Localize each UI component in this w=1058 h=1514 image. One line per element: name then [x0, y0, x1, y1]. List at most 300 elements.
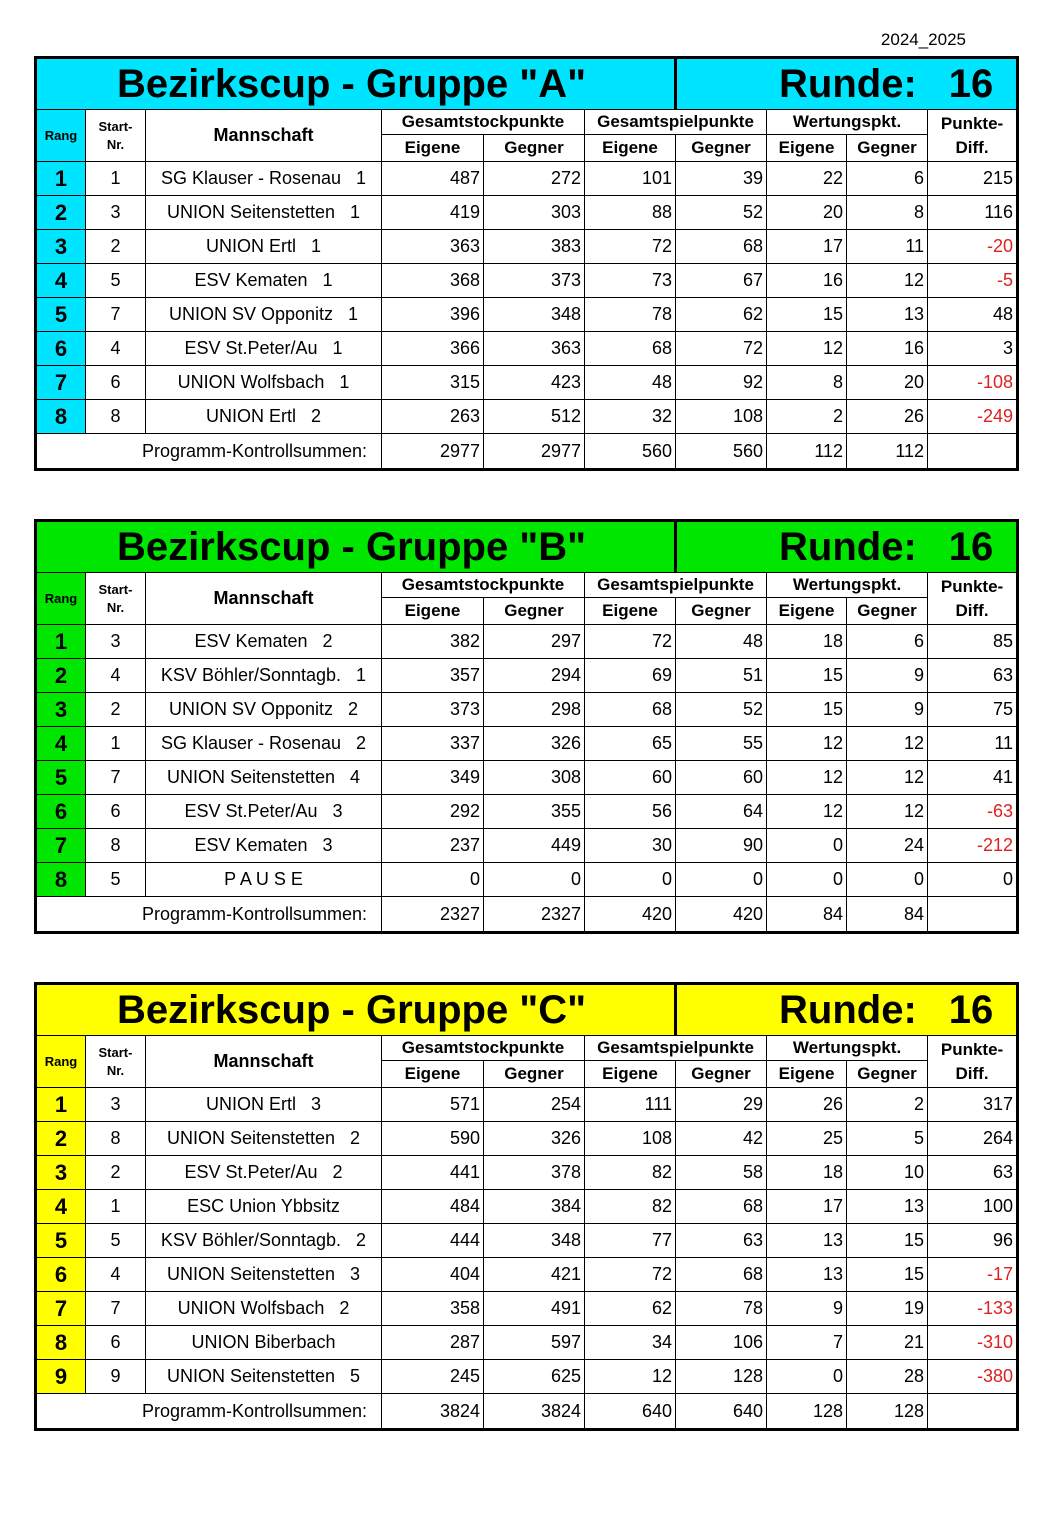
wert-e-cell: 0 [767, 829, 847, 863]
start-nr-cell: 6 [86, 1326, 146, 1360]
stock-gegner-header: Gegner [484, 135, 585, 162]
spiel-e-cell: 77 [585, 1224, 676, 1258]
diff-cell: 264 [928, 1122, 1018, 1156]
stock-e-cell: 590 [382, 1122, 484, 1156]
diff-header: Punkte- Diff. [928, 110, 1018, 162]
diff-cell: -20 [928, 230, 1018, 264]
diff-cell: 75 [928, 693, 1018, 727]
start-nr-cell: 2 [86, 230, 146, 264]
spiel-eigene-header: Eigene [585, 598, 676, 625]
wert-g-cell: 26 [847, 400, 928, 434]
total-diff-empty [928, 1394, 1018, 1430]
wert-g-cell: 6 [847, 162, 928, 196]
stock-g-cell: 384 [484, 1190, 585, 1224]
total-wert-e: 128 [767, 1394, 847, 1430]
spiel-header: Gesamtspielpunkte [585, 1036, 767, 1061]
wert-g-cell: 12 [847, 761, 928, 795]
team-cell: UNION Ertl 3 [146, 1088, 382, 1122]
team-cell: UNION Ertl 1 [146, 230, 382, 264]
stock-g-cell: 298 [484, 693, 585, 727]
total-spiel-g: 420 [676, 897, 767, 933]
team-cell: ESV St.Peter/Au 2 [146, 1156, 382, 1190]
stock-g-cell: 625 [484, 1360, 585, 1394]
spiel-e-cell: 82 [585, 1156, 676, 1190]
rank-cell: 9 [36, 1360, 86, 1394]
start-nr-cell: 2 [86, 1156, 146, 1190]
rank-cell: 8 [36, 863, 86, 897]
diff-cell: 3 [928, 332, 1018, 366]
spiel-g-cell: 128 [676, 1360, 767, 1394]
round-number: 16 [948, 987, 994, 1032]
total-wert-g: 84 [847, 897, 928, 933]
rank-cell: 4 [36, 264, 86, 298]
stock-e-cell: 363 [382, 230, 484, 264]
table-row [36, 795, 1018, 829]
spiel-header: Gesamtspielpunkte [585, 573, 767, 598]
rank-cell: 3 [36, 1156, 86, 1190]
spiel-g-cell: 92 [676, 366, 767, 400]
wert-eigene-header: Eigene [767, 598, 847, 625]
diff-cell: -133 [928, 1292, 1018, 1326]
round-number: 16 [948, 524, 994, 569]
round-indicator [676, 521, 1018, 573]
team-cell: UNION Ertl 2 [146, 400, 382, 434]
total-spiel-e: 560 [585, 434, 676, 470]
spiel-g-cell: 62 [676, 298, 767, 332]
rank-cell: 4 [36, 727, 86, 761]
stock-gegner-header: Gegner [484, 598, 585, 625]
start-nr-cell: 8 [86, 400, 146, 434]
spiel-gegner-header: Gegner [676, 1061, 767, 1088]
spiel-g-cell: 52 [676, 693, 767, 727]
table-row [36, 1326, 1018, 1360]
wert-e-cell: 17 [767, 1190, 847, 1224]
rank-cell: 7 [36, 1292, 86, 1326]
spiel-g-cell: 42 [676, 1122, 767, 1156]
stock-e-cell: 245 [382, 1360, 484, 1394]
total-wert-e: 84 [767, 897, 847, 933]
total-stock-g: 2327 [484, 897, 585, 933]
diff-cell: 215 [928, 162, 1018, 196]
diff-cell: 116 [928, 196, 1018, 230]
totals-row [36, 897, 1018, 933]
diff-cell: 63 [928, 1156, 1018, 1190]
spiel-e-cell: 68 [585, 693, 676, 727]
wert-e-cell: 13 [767, 1258, 847, 1292]
total-spiel-g: 560 [676, 434, 767, 470]
wert-e-cell: 15 [767, 693, 847, 727]
table-row [36, 366, 1018, 400]
wert-g-cell: 13 [847, 298, 928, 332]
table-row [36, 659, 1018, 693]
group-title: Bezirkscup - Gruppe "A" [36, 58, 676, 110]
stock-e-cell: 337 [382, 727, 484, 761]
rank-cell: 3 [36, 693, 86, 727]
start-nr-cell: 6 [86, 795, 146, 829]
season-label: 2024_2025 [880, 30, 966, 49]
rank-cell: 1 [36, 625, 86, 659]
wert-e-cell: 13 [767, 1224, 847, 1258]
table-row [36, 727, 1018, 761]
stock-g-cell: 491 [484, 1292, 585, 1326]
table-row [36, 400, 1018, 434]
diff-cell: 48 [928, 298, 1018, 332]
wert-g-cell: 6 [847, 625, 928, 659]
spiel-g-cell: 67 [676, 264, 767, 298]
wert-e-cell: 20 [767, 196, 847, 230]
rank-cell: 3 [36, 230, 86, 264]
start-nr-cell: 3 [86, 196, 146, 230]
stock-g-cell: 363 [484, 332, 585, 366]
start-nr-cell: 5 [86, 264, 146, 298]
rank-cell: 2 [36, 659, 86, 693]
spiel-e-cell: 56 [585, 795, 676, 829]
spiel-e-cell: 48 [585, 366, 676, 400]
start-nr-cell: 4 [86, 1258, 146, 1292]
team-cell: UNION SV Opponitz 1 [146, 298, 382, 332]
wert-g-cell: 28 [847, 1360, 928, 1394]
team-cell: UNION SV Opponitz 2 [146, 693, 382, 727]
stock-e-cell: 358 [382, 1292, 484, 1326]
wert-g-cell: 19 [847, 1292, 928, 1326]
table-row [36, 298, 1018, 332]
stock-e-cell: 315 [382, 366, 484, 400]
group-title: Bezirkscup - Gruppe "B" [36, 521, 676, 573]
stock-e-cell: 368 [382, 264, 484, 298]
stock-e-cell: 357 [382, 659, 484, 693]
team-cell: ESV Kematen 2 [146, 625, 382, 659]
table-row [36, 693, 1018, 727]
wert-e-cell: 7 [767, 1326, 847, 1360]
wert-g-cell: 0 [847, 863, 928, 897]
start-nr-header: Start- Nr. [86, 573, 146, 625]
team-cell: KSV Böhler/Sonntagb. 2 [146, 1224, 382, 1258]
spiel-g-cell: 51 [676, 659, 767, 693]
stock-e-cell: 444 [382, 1224, 484, 1258]
spiel-g-cell: 68 [676, 1258, 767, 1292]
wert-gegner-header: Gegner [847, 598, 928, 625]
total-wert-g: 112 [847, 434, 928, 470]
round-number: 16 [948, 61, 994, 106]
wertung-header: Wertungspkt. [767, 573, 928, 598]
total-stock-e: 2977 [382, 434, 484, 470]
wert-g-cell: 20 [847, 366, 928, 400]
start-nr-cell: 6 [86, 366, 146, 400]
rang-header: Rang [36, 1036, 86, 1088]
spiel-e-cell: 72 [585, 625, 676, 659]
wert-gegner-header: Gegner [847, 135, 928, 162]
spiel-e-cell: 0 [585, 863, 676, 897]
rank-cell: 6 [36, 795, 86, 829]
stock-header: Gesamtstockpunkte [382, 573, 585, 598]
spiel-e-cell: 32 [585, 400, 676, 434]
diff-cell: 41 [928, 761, 1018, 795]
team-cell: SG Klauser - Rosenau 2 [146, 727, 382, 761]
table-row [36, 625, 1018, 659]
table-row [36, 162, 1018, 196]
wert-g-cell: 11 [847, 230, 928, 264]
total-wert-g: 128 [847, 1394, 928, 1430]
stock-e-cell: 366 [382, 332, 484, 366]
stock-e-cell: 487 [382, 162, 484, 196]
stock-g-cell: 294 [484, 659, 585, 693]
table-row [36, 264, 1018, 298]
spiel-e-cell: 101 [585, 162, 676, 196]
wert-g-cell: 15 [847, 1258, 928, 1292]
stock-header: Gesamtstockpunkte [382, 110, 585, 135]
diff-header: Punkte- Diff. [928, 1036, 1018, 1088]
group-title-row [36, 521, 1018, 573]
spiel-g-cell: 106 [676, 1326, 767, 1360]
totals-label: Programm-Kontrollsummen: [36, 1394, 382, 1430]
wert-e-cell: 0 [767, 1360, 847, 1394]
wert-g-cell: 9 [847, 659, 928, 693]
wert-g-cell: 2 [847, 1088, 928, 1122]
start-nr-cell: 1 [86, 727, 146, 761]
table-row [36, 1224, 1018, 1258]
diff-cell: -249 [928, 400, 1018, 434]
stock-e-cell: 287 [382, 1326, 484, 1360]
spiel-g-cell: 29 [676, 1088, 767, 1122]
rank-cell: 8 [36, 400, 86, 434]
start-nr-header: Start- Nr. [86, 1036, 146, 1088]
start-nr-cell: 3 [86, 625, 146, 659]
rang-header: Rang [36, 110, 86, 162]
team-cell: UNION Wolfsbach 1 [146, 366, 382, 400]
group-title-row [36, 984, 1018, 1036]
spiel-gegner-header: Gegner [676, 135, 767, 162]
diff-cell: 11 [928, 727, 1018, 761]
stock-g-cell: 272 [484, 162, 585, 196]
wert-g-cell: 12 [847, 264, 928, 298]
diff-cell: 96 [928, 1224, 1018, 1258]
group-table-2 [34, 982, 1019, 1431]
round-label: Runde: [779, 61, 917, 106]
spiel-e-cell: 82 [585, 1190, 676, 1224]
wert-e-cell: 18 [767, 625, 847, 659]
wert-g-cell: 13 [847, 1190, 928, 1224]
stock-e-cell: 0 [382, 863, 484, 897]
spiel-eigene-header: Eigene [585, 135, 676, 162]
diff-cell: 100 [928, 1190, 1018, 1224]
stock-g-cell: 373 [484, 264, 585, 298]
stock-e-cell: 382 [382, 625, 484, 659]
stock-e-cell: 237 [382, 829, 484, 863]
spiel-header: Gesamtspielpunkte [585, 110, 767, 135]
totals-label: Programm-Kontrollsummen: [36, 897, 382, 933]
total-spiel-g: 640 [676, 1394, 767, 1430]
round-indicator [676, 58, 1018, 110]
wert-e-cell: 12 [767, 727, 847, 761]
round-label: Runde: [779, 987, 917, 1032]
team-cell: P A U S E [146, 863, 382, 897]
wert-e-cell: 0 [767, 863, 847, 897]
spiel-g-cell: 64 [676, 795, 767, 829]
stock-g-cell: 449 [484, 829, 585, 863]
table-row [36, 332, 1018, 366]
wert-e-cell: 12 [767, 795, 847, 829]
wert-e-cell: 18 [767, 1156, 847, 1190]
spiel-e-cell: 60 [585, 761, 676, 795]
stock-e-cell: 263 [382, 400, 484, 434]
team-cell: UNION Seitenstetten 3 [146, 1258, 382, 1292]
team-cell: ESV Kematen 3 [146, 829, 382, 863]
wert-g-cell: 16 [847, 332, 928, 366]
rank-cell: 4 [36, 1190, 86, 1224]
spiel-g-cell: 108 [676, 400, 767, 434]
team-cell: ESC Union Ybbsitz [146, 1190, 382, 1224]
spiel-e-cell: 12 [585, 1360, 676, 1394]
total-stock-e: 2327 [382, 897, 484, 933]
stock-g-cell: 308 [484, 761, 585, 795]
group-table-1 [34, 519, 1019, 934]
table-row [36, 196, 1018, 230]
table-row [36, 1292, 1018, 1326]
stock-g-cell: 297 [484, 625, 585, 659]
table-row [36, 230, 1018, 264]
start-nr-cell: 7 [86, 1292, 146, 1326]
table-row [36, 1122, 1018, 1156]
group-table-0 [34, 56, 1019, 471]
diff-cell: 63 [928, 659, 1018, 693]
stock-eigene-header: Eigene [382, 598, 484, 625]
wert-g-cell: 5 [847, 1122, 928, 1156]
stock-g-cell: 378 [484, 1156, 585, 1190]
wert-gegner-header: Gegner [847, 1061, 928, 1088]
wert-eigene-header: Eigene [767, 1061, 847, 1088]
diff-cell: -380 [928, 1360, 1018, 1394]
table-row [36, 1360, 1018, 1394]
start-nr-cell: 5 [86, 1224, 146, 1258]
rank-cell: 2 [36, 196, 86, 230]
wertung-header: Wertungspkt. [767, 1036, 928, 1061]
wert-e-cell: 17 [767, 230, 847, 264]
spiel-e-cell: 68 [585, 332, 676, 366]
spiel-g-cell: 55 [676, 727, 767, 761]
start-nr-cell: 1 [86, 162, 146, 196]
spiel-g-cell: 60 [676, 761, 767, 795]
table-row [36, 863, 1018, 897]
start-nr-cell: 8 [86, 1122, 146, 1156]
wert-eigene-header: Eigene [767, 135, 847, 162]
rank-cell: 5 [36, 298, 86, 332]
start-nr-cell: 2 [86, 693, 146, 727]
spiel-g-cell: 63 [676, 1224, 767, 1258]
mannschaft-header: Mannschaft [146, 1036, 382, 1088]
stock-e-cell: 419 [382, 196, 484, 230]
mannschaft-header: Mannschaft [146, 573, 382, 625]
stock-e-cell: 349 [382, 761, 484, 795]
wert-g-cell: 9 [847, 693, 928, 727]
rank-cell: 6 [36, 1258, 86, 1292]
wert-g-cell: 8 [847, 196, 928, 230]
table-row [36, 1190, 1018, 1224]
stock-g-cell: 512 [484, 400, 585, 434]
diff-cell: -63 [928, 795, 1018, 829]
spiel-e-cell: 72 [585, 1258, 676, 1292]
spiel-g-cell: 48 [676, 625, 767, 659]
total-spiel-e: 420 [585, 897, 676, 933]
diff-header: Punkte- Diff. [928, 573, 1018, 625]
diff-cell: -5 [928, 264, 1018, 298]
header-row-1 [36, 1036, 1018, 1061]
wertung-header: Wertungspkt. [767, 110, 928, 135]
stock-eigene-header: Eigene [382, 1061, 484, 1088]
wert-e-cell: 9 [767, 1292, 847, 1326]
spiel-e-cell: 72 [585, 230, 676, 264]
team-cell: KSV Böhler/Sonntagb. 1 [146, 659, 382, 693]
spiel-e-cell: 111 [585, 1088, 676, 1122]
rank-cell: 1 [36, 1088, 86, 1122]
wert-e-cell: 2 [767, 400, 847, 434]
total-diff-empty [928, 897, 1018, 933]
stock-e-cell: 292 [382, 795, 484, 829]
wert-e-cell: 12 [767, 332, 847, 366]
stock-e-cell: 484 [382, 1190, 484, 1224]
wert-e-cell: 15 [767, 298, 847, 332]
stock-g-cell: 303 [484, 196, 585, 230]
wert-e-cell: 16 [767, 264, 847, 298]
total-diff-empty [928, 434, 1018, 470]
team-cell: SG Klauser - Rosenau 1 [146, 162, 382, 196]
wert-e-cell: 25 [767, 1122, 847, 1156]
rank-cell: 7 [36, 829, 86, 863]
spiel-e-cell: 108 [585, 1122, 676, 1156]
rank-cell: 5 [36, 761, 86, 795]
spiel-g-cell: 90 [676, 829, 767, 863]
rank-cell: 6 [36, 332, 86, 366]
start-nr-cell: 3 [86, 1088, 146, 1122]
diff-cell: -212 [928, 829, 1018, 863]
table-row [36, 829, 1018, 863]
spiel-g-cell: 68 [676, 1190, 767, 1224]
wert-e-cell: 22 [767, 162, 847, 196]
spiel-e-cell: 30 [585, 829, 676, 863]
team-cell: UNION Seitenstetten 2 [146, 1122, 382, 1156]
wert-g-cell: 24 [847, 829, 928, 863]
totals-row [36, 1394, 1018, 1430]
rank-cell: 1 [36, 162, 86, 196]
stock-e-cell: 396 [382, 298, 484, 332]
total-stock-g: 2977 [484, 434, 585, 470]
header-row-1 [36, 573, 1018, 598]
diff-cell: 85 [928, 625, 1018, 659]
header-row-1 [36, 110, 1018, 135]
start-nr-cell: 4 [86, 659, 146, 693]
wert-g-cell: 12 [847, 727, 928, 761]
spiel-eigene-header: Eigene [585, 1061, 676, 1088]
spiel-e-cell: 62 [585, 1292, 676, 1326]
table-row [36, 1088, 1018, 1122]
stock-e-cell: 441 [382, 1156, 484, 1190]
wert-g-cell: 12 [847, 795, 928, 829]
spiel-g-cell: 52 [676, 196, 767, 230]
start-nr-cell: 7 [86, 761, 146, 795]
rang-header: Rang [36, 573, 86, 625]
rank-cell: 5 [36, 1224, 86, 1258]
mannschaft-header: Mannschaft [146, 110, 382, 162]
stock-header: Gesamtstockpunkte [382, 1036, 585, 1061]
spiel-e-cell: 65 [585, 727, 676, 761]
stock-g-cell: 254 [484, 1088, 585, 1122]
diff-cell: -310 [928, 1326, 1018, 1360]
spiel-g-cell: 39 [676, 162, 767, 196]
start-nr-cell: 1 [86, 1190, 146, 1224]
diff-cell: -108 [928, 366, 1018, 400]
group-title: Bezirkscup - Gruppe "C" [36, 984, 676, 1036]
totals-row [36, 434, 1018, 470]
wert-e-cell: 12 [767, 761, 847, 795]
